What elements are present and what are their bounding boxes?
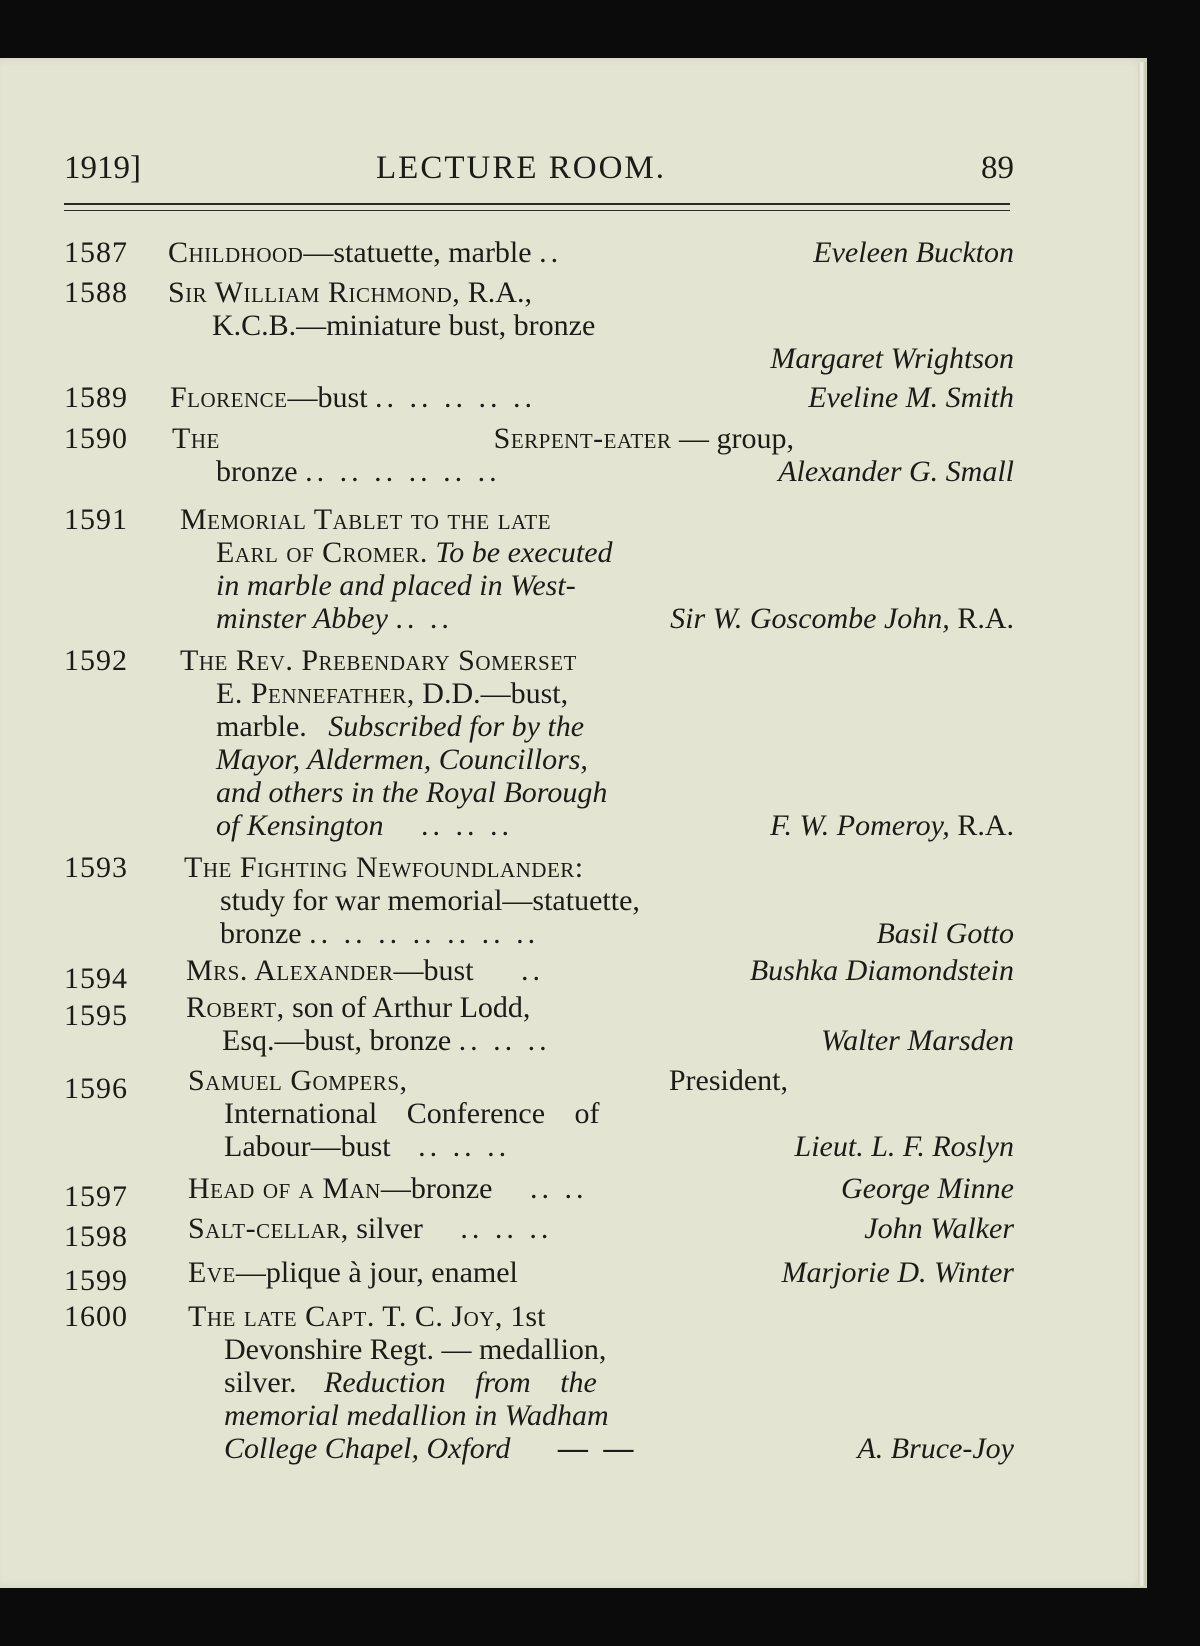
entry-description: Esq.—bust, bronze <box>222 1024 452 1057</box>
entry-line <box>64 1130 1014 1163</box>
leader-dots: .. .. <box>395 602 453 635</box>
catalogue-entry <box>64 422 1014 488</box>
catalogue-entry <box>64 1300 1014 1465</box>
entry-line <box>64 602 1014 635</box>
entry-line <box>64 884 1014 917</box>
artist-name <box>770 809 1014 842</box>
entry-line <box>64 743 1014 776</box>
entry-title: Sir William Richmond, <box>168 276 461 309</box>
entry-number: 1595 <box>64 999 128 1032</box>
catalogue-entry <box>64 1212 1014 1253</box>
entry-line <box>64 1333 1014 1366</box>
artist-name: John Walker <box>864 1212 1014 1245</box>
artist-name: Marjorie D. Winter <box>781 1256 1014 1289</box>
catalogue-entry <box>64 644 1014 842</box>
entry-title: Earl of Cromer. <box>216 536 428 569</box>
entry-title: Mrs. Alexander <box>186 954 394 987</box>
header-rule-top <box>64 203 1010 205</box>
entry-description: —bronze <box>380 1172 493 1205</box>
entry-description: R.A., <box>460 276 532 309</box>
artist-name: Bushka Diamondstein <box>749 954 1014 987</box>
entry-number: 1592 <box>64 644 128 677</box>
entry-line <box>64 917 1014 950</box>
entry-line <box>64 309 1014 342</box>
entry-line <box>64 851 1014 884</box>
entry-description: silver. <box>224 1366 297 1399</box>
artist-name: Alexander G. Small <box>778 455 1014 488</box>
entry-number: 1587 <box>64 236 128 269</box>
entry-note: College Chapel, Oxford <box>224 1432 511 1465</box>
entry-line <box>64 1097 1014 1130</box>
entry-number: 1596 <box>64 1072 128 1105</box>
entry-title: E. Pennefather, <box>216 677 415 710</box>
header-rule-bottom <box>64 210 1010 211</box>
entry-line <box>64 776 1014 809</box>
catalogue-entry <box>64 991 1014 1057</box>
catalogue-entry <box>64 851 1014 950</box>
artist-name: Margaret Wrightson <box>770 342 1014 375</box>
header-title: LECTURE ROOM. <box>376 150 666 186</box>
header-year: 1919] <box>64 150 141 186</box>
entry-line <box>64 1024 1014 1057</box>
artist-name: A. Bruce-Joy <box>857 1432 1014 1465</box>
leader-dots: .. .. .. .. .. .. .. <box>309 917 540 950</box>
catalogue-entry <box>64 1064 1014 1163</box>
entry-description: 1st <box>502 1300 546 1333</box>
entry-line <box>64 1432 1014 1465</box>
entry-number: 1591 <box>64 503 128 536</box>
entry-title: Head of a Man <box>188 1172 381 1205</box>
artist-name <box>670 602 1014 635</box>
entry-line <box>64 455 1014 488</box>
entry-description: President, <box>668 1064 788 1097</box>
entry-line <box>64 1064 788 1097</box>
artist-name: Walter Marsden <box>820 1024 1014 1057</box>
entry-description: — group, <box>679 422 794 455</box>
leader-dashes: — — <box>557 1432 638 1465</box>
artist-name: Lieut. L. F. Roslyn <box>794 1130 1014 1163</box>
entry-description: —bust <box>393 954 474 987</box>
leader-dots: .. .. <box>529 1172 588 1205</box>
page-number: 89 <box>981 150 1014 186</box>
entry-description: son of Arthur Lodd, <box>284 991 531 1024</box>
entry-description: bronze <box>220 917 302 950</box>
entry-note: To be executed <box>435 536 613 569</box>
catalogue-entry <box>64 954 1014 995</box>
entry-note: memorial medallion in Wadham <box>224 1399 609 1432</box>
entry-line <box>64 1399 1014 1432</box>
entry-title: Salt-cellar, <box>188 1212 349 1245</box>
entry-line <box>64 1366 1014 1399</box>
artist-name-italic: Sir W. Goscombe John, <box>670 602 950 635</box>
page-edge <box>1138 62 1146 1586</box>
artist-honours: R.A. <box>949 809 1014 842</box>
entry-title: Robert, <box>186 991 285 1024</box>
entry-line <box>64 536 1014 569</box>
leader-dots: .. <box>539 236 563 269</box>
entry-number: 1597 <box>64 1180 128 1213</box>
entry-note: Subscribed for by the <box>328 710 585 743</box>
catalogue-entry <box>64 236 1014 269</box>
entry-note: in marble and placed in West- <box>216 569 576 602</box>
entry-description: Devonshire Regt. — medallion, <box>224 1333 607 1366</box>
entry-number: 1590 <box>64 422 128 455</box>
entry-line <box>64 991 1014 1024</box>
entry-title: The late Capt. T. C. Joy, <box>188 1300 503 1333</box>
running-head <box>64 150 1014 198</box>
catalogue-entry <box>64 503 1014 635</box>
entry-number: 1600 <box>64 1300 128 1333</box>
entry-number: 1594 <box>64 962 128 995</box>
catalogue-entry <box>64 1172 1014 1213</box>
leader-dots: .. .. .. <box>421 809 514 842</box>
leader-dots: .. .. .. .. .. .. <box>305 455 501 488</box>
entry-description: study for war memorial—statuette, <box>220 884 640 917</box>
entry-description: marble. <box>216 710 307 743</box>
entry-line <box>64 1212 1014 1245</box>
entry-note: Mayor, Aldermen, Councillors, <box>216 743 588 776</box>
entry-title: Childhood <box>168 236 304 269</box>
entry-line <box>64 1300 1014 1333</box>
entry-description: bronze <box>216 455 298 488</box>
entry-number: 1599 <box>64 1264 128 1297</box>
entry-line <box>64 569 1014 602</box>
entry-description: —plique à jour, enamel <box>235 1256 518 1289</box>
artist-name: Eveline M. Smith <box>808 381 1014 414</box>
leader-dots: .. .. .. <box>460 1212 553 1245</box>
entry-title: Samuel Gompers, <box>188 1064 408 1097</box>
entry-line <box>64 276 1014 309</box>
catalogue-entry <box>64 276 1014 375</box>
entry-line <box>64 809 1014 842</box>
entry-note: Reduction from the <box>324 1366 597 1399</box>
entry-note: minster Abbey <box>216 602 388 635</box>
entry-title: Eve <box>188 1256 236 1289</box>
entry-title: The <box>172 422 220 455</box>
entry-line <box>64 236 1014 269</box>
entry-description: silver <box>348 1212 423 1245</box>
artist-name: George Minne <box>841 1172 1014 1205</box>
entry-line <box>64 503 1014 536</box>
catalogue-entry <box>64 1256 1014 1297</box>
entry-line <box>64 644 1014 677</box>
entry-title: Memorial Tablet to the late <box>180 503 552 536</box>
entry-line <box>64 422 794 455</box>
entry-description: —statuette, marble <box>303 236 532 269</box>
entry-description: K.C.B.—miniature bust, bronze <box>212 309 596 342</box>
entry-title: The Fighting Newfoundlander: <box>184 851 584 884</box>
entry-line <box>64 342 1014 375</box>
entry-number: 1593 <box>64 851 128 884</box>
catalogue-entry <box>64 381 1014 414</box>
entry-line <box>64 1256 1014 1289</box>
entry-description: —bust <box>287 381 368 414</box>
entry-line <box>64 710 1014 743</box>
artist-honours: R.A. <box>949 602 1014 635</box>
entry-description: Labour—bust <box>224 1130 391 1163</box>
entry-note: and others in the Royal Borough <box>216 776 608 809</box>
entry-number: 1588 <box>64 276 128 309</box>
entry-title: Florence <box>170 381 288 414</box>
entry-note: of Kensington <box>216 809 384 842</box>
entry-title: The Rev. Prebendary Somerset <box>180 644 577 677</box>
entry-line <box>64 381 1014 414</box>
entry-line <box>64 677 1014 710</box>
entry-number: 1589 <box>64 381 128 414</box>
leader-dots: .. .. .. .. .. <box>375 381 537 414</box>
entry-description: International Conference of <box>224 1097 600 1130</box>
entry-number: 1598 <box>64 1220 128 1253</box>
entry-line <box>64 1172 1014 1205</box>
leader-dots: .. <box>521 954 545 987</box>
leader-dots: .. .. .. <box>418 1130 511 1163</box>
entry-description: D.D.—bust, <box>414 677 569 710</box>
entry-line <box>64 954 1014 987</box>
entry-title: Serpent-eater <box>493 422 672 455</box>
artist-name: Basil Gotto <box>876 917 1014 950</box>
leader-dots: .. .. .. <box>458 1024 551 1057</box>
artist-name: Eveleen Buckton <box>813 236 1014 269</box>
artist-name-italic: F. W. Pomeroy, <box>770 809 950 842</box>
